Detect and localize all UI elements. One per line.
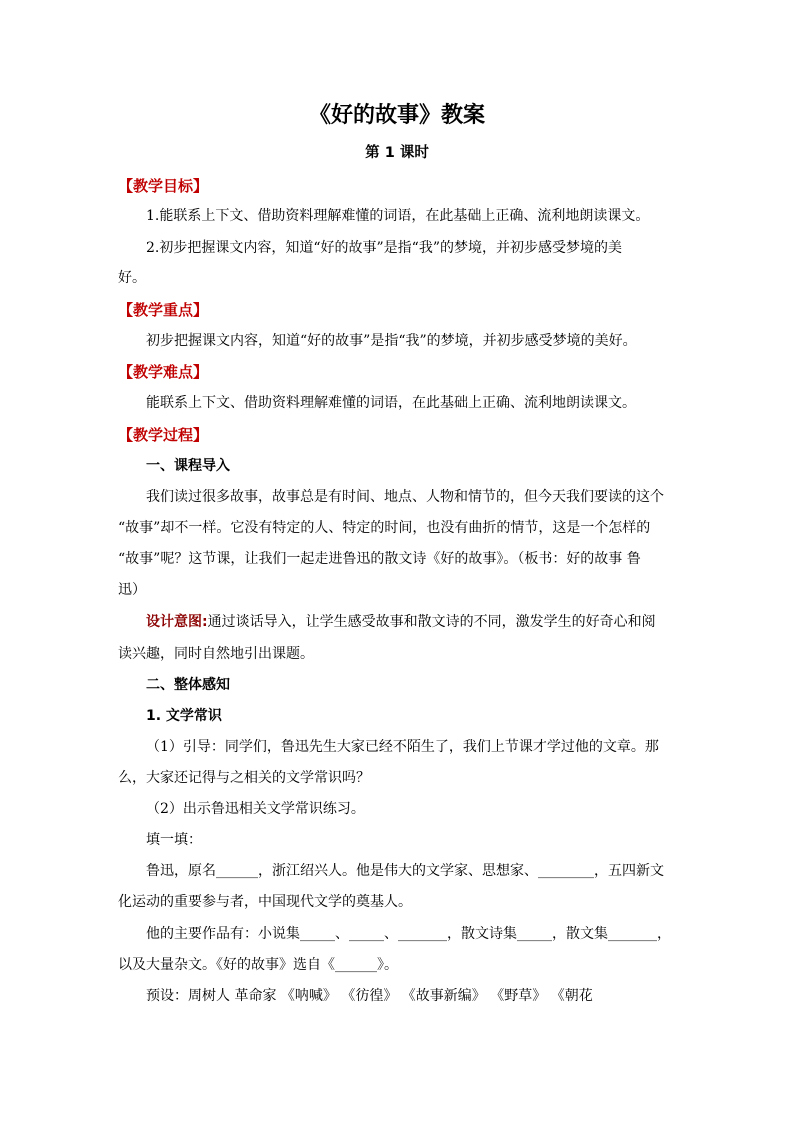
design-intent-line-2: 读兴趣，同时自然地引出课题。	[118, 646, 314, 662]
design-intent-line-1	[146, 612, 656, 632]
intro-paragraph-line-2: “故事”却不一样。它没有特定的人、特定的时间，也没有曲折的情节，这是一个怎样的	[118, 520, 651, 536]
goal-item-2-line-1: 2.初步把握课文内容，知道“好的故事”是指“我”的梦境，并初步感受梦境的美	[146, 240, 622, 256]
literary-knowledge-heading: 1. 文学常识	[146, 708, 222, 724]
key-points-text: 初步把握课文内容，知道“好的故事”是指“我”的梦境，并初步感受梦境的美好。	[146, 333, 637, 349]
exercise-instruction: （2）出示鲁迅相关文学常识练习。	[146, 801, 365, 817]
difficult-points-text: 能联系上下文、借助资料理解难懂的词语，在此基础上正确、流利地朗读课文。	[146, 395, 636, 411]
section-heading-difficult-points: 【教学难点】	[118, 363, 209, 381]
guide-question-line-2: 么，大家还记得与之相关的文学常识吗？	[118, 770, 370, 786]
intro-paragraph-line-4: 迅）	[118, 582, 146, 598]
document-title: 《好的故事》教案	[308, 103, 485, 128]
goal-item-2-line-2: 好。	[118, 270, 146, 286]
fill-in-item-2-line-2: 以及大量杂文。《好的故事》选自《______》。	[118, 957, 398, 973]
process-part-1-heading: 一、课程导入	[146, 458, 230, 474]
intro-paragraph-line-1: 我们读过很多故事，故事总是有时间、地点、人物和情节的，但今天我们要读的这个	[146, 489, 664, 505]
guide-question-line-1: （1）引导：同学们，鲁迅先生大家已经不陌生了，我们上节课才学过他的文章。那	[146, 739, 659, 755]
fill-in-item-1-line-2: 化运动的重要参与者，中国现代文学的奠基人。	[118, 894, 412, 910]
fill-in-item-1-line-1: 鲁迅，原名______，浙江绍兴人。他是伟大的文学家、思想家、________，五四新文	[146, 863, 664, 879]
preset-answers: 预设：周树人 革命家 《呐喊》 《彷徨》 《故事新编》 《野草》 《朝花	[146, 988, 593, 1004]
fill-in-item-2-line-1: 他的主要作品有：小说集_____、_____、_______，散文诗集_____，散文集_______，	[146, 926, 671, 942]
process-part-2-heading: 二、整体感知	[146, 677, 230, 693]
lesson-period: 第 1 课时	[365, 145, 429, 161]
goal-item-1: 1.能联系上下文、借助资料理解难懂的词语，在此基础上正确、流利地朗读课文。	[146, 208, 650, 224]
fill-in-label: 填一填：	[146, 832, 202, 848]
design-intent-label: 设计意图:	[146, 614, 208, 630]
design-intent-text: 通过谈话导入，让学生感受故事和散文诗的不同，激发学生的好奇心和阅	[207, 614, 656, 630]
section-heading-process: 【教学过程】	[118, 426, 209, 444]
intro-paragraph-line-3: “故事”呢？这节课，让我们一起走进鲁迅的散文诗《好的故事》。（板书：好的故事 鲁	[118, 551, 641, 567]
section-heading-goals: 【教学目标】	[118, 177, 209, 195]
section-heading-key-points: 【教学重点】	[118, 301, 209, 319]
